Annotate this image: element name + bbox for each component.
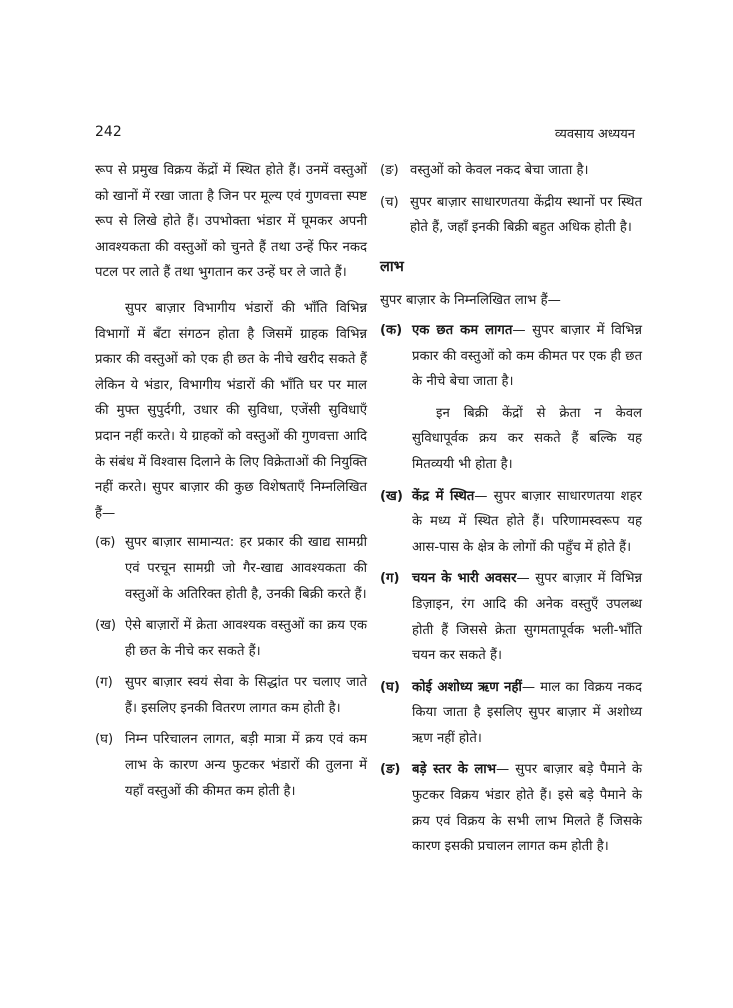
list-item (95, 613, 367, 664)
running-header-title: व्यवसाय अध्ययन (554, 127, 635, 142)
list-marker: (घ) (380, 679, 400, 695)
advantage-item (380, 675, 642, 752)
list-text: सुपर बाज़ार साधारणतया केंद्रीय स्थानों पर स्थित होते हैं, जहाँ इनकी बिक्री बहुत अधिक होती है। (410, 194, 642, 236)
list-text: ऐसे बाज़ारों में क्रेता आवश्यक वस्तुओं का क्रय एक ही छत के नीचे कर सकते हैं। (125, 618, 367, 659)
list-marker: (ख) (380, 488, 403, 504)
list-marker: (ङ) (380, 163, 399, 178)
advantage-text: — सुपर बाज़ार में विभिन्न प्रकार की वस्तुओं को कम कीमत पर एक ही छत के नीचे बेचा जाता है। (412, 322, 642, 390)
advantage-extra: इन बिक्री केंद्रों से क्रेता न केवल सुविधापूर्वक क्रय कर सकते हैं बल्कि यह मितव्ययी भी होता है। (412, 405, 642, 472)
advantage-title: केंद्र में स्थित (412, 488, 475, 504)
list-text: निम्न परिचालन लागत, बड़ी मात्रा में क्रय एवं कम लाभ के कारण अन्य फुटकर भंडारों की तुलना में यहाँ वस्तुओं की कीमत कम होती है। (125, 732, 367, 799)
advantage-title: एक छत कम लागत (412, 322, 513, 338)
list-item (380, 190, 642, 241)
list-marker: (क) (95, 535, 116, 551)
advantage-text: — सुपर बाज़ार में विभिन्न डिज़ाइन, रंग आदि की अनेक वस्तुएँ उपलब्ध होती हैं जिससे क्रेता सुगमतापूर्वक भली-भाँति चयन कर सकते हैं। (412, 571, 642, 664)
list-marker: (च) (380, 194, 399, 210)
advantage-text: — माल का विक्रय नकद किया जाता है इसलिए सुपर बाज़ार में अशोध्य ऋण नहीं होते। (412, 679, 642, 746)
list-item (95, 530, 367, 607)
left-column (95, 158, 367, 810)
page-number: 242 (95, 124, 122, 140)
advantage-title: कोई अशोध्य ऋण नहीं (412, 679, 522, 695)
list-marker: (क) (380, 322, 403, 338)
list-item (95, 670, 367, 721)
advantage-item (380, 566, 642, 668)
list-item (380, 158, 642, 184)
list-marker: (घ) (95, 732, 114, 748)
list-marker: (ख) (95, 618, 117, 634)
list-marker: (ग) (380, 571, 400, 587)
list-text: वस्तुओं को केवल नकद बेचा जाता है। (410, 163, 589, 178)
section-heading: लाभ (380, 258, 404, 275)
list-item (95, 727, 367, 804)
list-text: सुपर बाज़ार सामान्यत: हर प्रकार की खाद्य सामग्री एवं परचून सामग्री जो गैर-खाद्य आवश्यकता की वस्तुओं के अतिरिक्त होती है, उनकी बिक्री करते हैं। (125, 535, 367, 602)
list-marker: (ग) (95, 675, 113, 691)
advantage-title: चयन के भारी अवसर (412, 571, 517, 587)
advantage-item (380, 484, 642, 561)
advantage-item (380, 757, 642, 859)
advantage-text: — सुपर बाज़ार बड़े पैमाने के फुटकर विक्रय भंडार होते हैं। इसे बड़े पैमाने के क्रय एवं विक्रय के सभी लाभ मिलते हैं जिसके कारण इसकी प्रचालन लागत कम होती है। (412, 762, 643, 855)
section-intro: सुपर बाज़ार के निम्नलिखित लाभ हैं— (380, 293, 561, 309)
list-text: सुपर बाज़ार स्वयं सेवा के सिद्धांत पर चलाए जाते हैं। इसलिए इनकी वितरण लागत कम होती है। (125, 675, 367, 716)
paragraph: रूप से प्रमुख विक्रय केंद्रों में स्थित होते हैं। उनमें वस्तुओं को खानों में रखा जाता है जिन पर मूल्य एवं गुणवत्ता स्पष्ट रूप से लिखे होते हैं। उपभोक्ता भंडार में घूमकर अपनी आवश्यकता की वस्तुओं को चुनते हैं तथा उन्हें फिर नकद पटल पर लाते हैं तथा भुगतान कर उन्हें घर ले जाते हैं। (95, 163, 367, 281)
advantage-title: बड़े स्तर के लाभ (412, 762, 496, 778)
advantage-item (380, 318, 642, 478)
right-column (380, 158, 642, 866)
list-marker: (ङ) (380, 762, 401, 778)
advantage-text: — सुपर बाज़ार साधारणतया शहर के मध्य में स्थित होते हैं। परिणामस्वरूप यह आस-पास के क्षेत्र के लोगों की पहुँच में होते हैं। (412, 488, 642, 555)
paragraph: सुपर बाज़ार विभागीय भंडारों की भाँति विभिन्न विभागों में बँटा संगठन होता है जिसमें ग्राहक विभिन्न प्रकार की वस्तुओं को एक ही छत के नीचे खरीद सकते हैं लेकिन ये भंडार, विभागीय भंडारों की भाँति घर पर माल की मुफ्त सुपुर्दगी, उधार की सुविधा, एजेंसी सुविधाएँ प्रदान नहीं करते। ये ग्राहकों को वस्तुओं की गुणवत्ता आदि के संबंध में विश्वास दिलाने के लिए विक्रेताओं की नियुक्ति नहीं करते। सुपर बाज़ार की कुछ विशेषताएँ निम्नलिखित हैं— (95, 300, 367, 521)
